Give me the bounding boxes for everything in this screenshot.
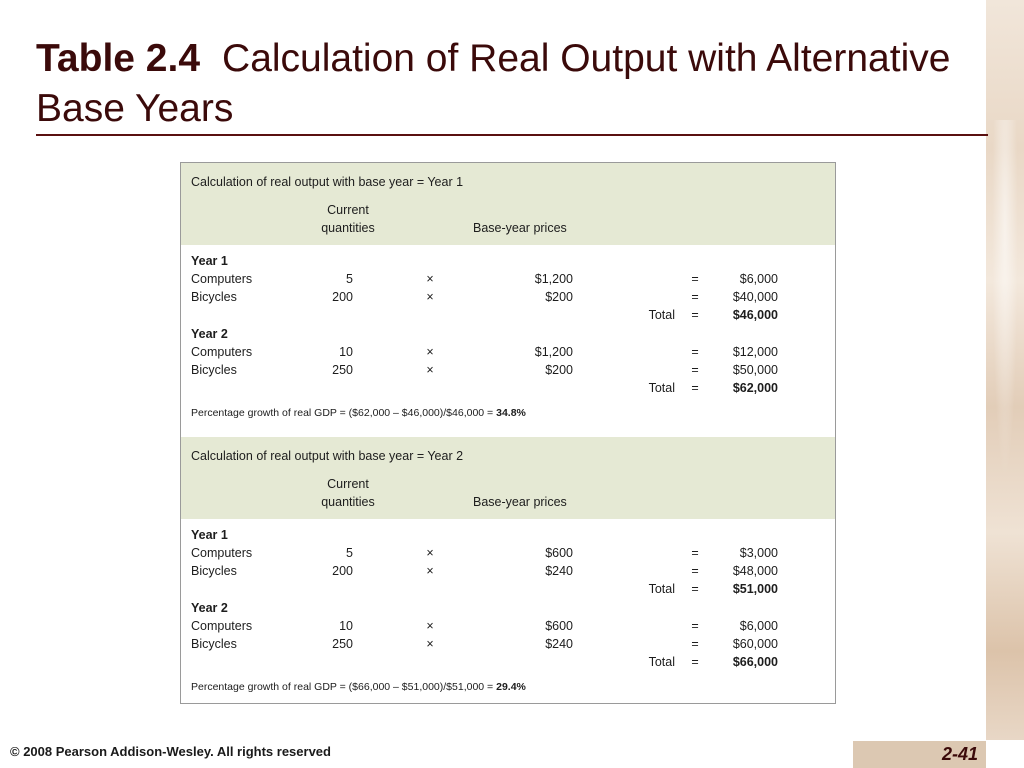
year-label: Year 1 [191, 528, 228, 542]
equals-sign: = [691, 564, 699, 578]
quantity-cell: 5 [346, 546, 353, 560]
price-cell: $240 [545, 564, 573, 578]
title-divider [36, 134, 988, 136]
growth-formula-text: Percentage growth of real GDP = ($66,000 – $51,000)/$51,000 = [191, 681, 497, 693]
price-cell: $600 [545, 546, 573, 560]
quantity-cell: 5 [346, 272, 353, 286]
equals-sign: = [691, 655, 699, 669]
equals-sign: = [691, 290, 699, 304]
value-cell: $60,000 [732, 637, 778, 651]
quantity-cell: 10 [339, 345, 353, 359]
equals-sign: = [691, 637, 699, 651]
price-cell: $600 [545, 619, 573, 633]
year-label: Year 2 [191, 601, 228, 615]
column-header-base-year-prices: Base-year prices [473, 495, 567, 509]
equals-sign: = [691, 546, 699, 560]
item-name: Bicycles [191, 564, 237, 578]
growth-formula-text: Percentage growth of real GDP = ($62,000 – $46,000)/$46,000 = [191, 407, 497, 419]
total-label: Total [648, 655, 675, 669]
times-sign: × [426, 619, 434, 633]
section-heading: Calculation of real output with base year = Year 1 [191, 175, 464, 189]
times-sign: × [426, 272, 434, 286]
price-cell: $200 [545, 290, 573, 304]
times-sign: × [426, 290, 434, 304]
equals-sign: = [691, 381, 699, 395]
growth-formula [191, 404, 526, 422]
section-heading: Calculation of real output with base year = Year 2 [191, 449, 464, 463]
item-name: Computers [191, 272, 253, 286]
total-label: Total [648, 308, 675, 322]
total-value: $51,000 [732, 582, 778, 596]
value-cell: $6,000 [739, 272, 778, 286]
equals-sign: = [691, 619, 699, 633]
year-label: Year 2 [191, 327, 228, 341]
growth-value: 34.8% [496, 407, 526, 419]
value-cell: $6,000 [739, 619, 778, 633]
times-sign: × [426, 363, 434, 377]
table-number: Table 2.4 [36, 37, 201, 80]
quantity-cell: 200 [332, 564, 353, 578]
growth-value: 29.4% [496, 681, 526, 693]
column-header-quantities: Current [327, 203, 369, 217]
value-cell: $3,000 [739, 546, 778, 560]
item-name: Bicycles [191, 363, 237, 377]
times-sign: × [426, 637, 434, 651]
table-title-text: Calculation of Real Output with Alternative Base Years [36, 37, 951, 130]
times-sign: × [426, 564, 434, 578]
item-name: Bicycles [191, 290, 237, 304]
item-name: Bicycles [191, 637, 237, 651]
slide-title [36, 34, 976, 134]
price-cell: $200 [545, 363, 573, 377]
total-value: $46,000 [732, 308, 778, 322]
value-cell: $12,000 [732, 345, 778, 359]
price-cell: $240 [545, 637, 573, 651]
times-sign: × [426, 345, 434, 359]
column-header-base-year-prices: Base-year prices [473, 221, 567, 235]
value-cell: $50,000 [732, 363, 778, 377]
column-header-quantities: quantities [321, 495, 375, 509]
quantity-cell: 200 [332, 290, 353, 304]
quantity-cell: 250 [332, 637, 353, 651]
equals-sign: = [691, 582, 699, 596]
total-label: Total [648, 381, 675, 395]
page-number-box [853, 741, 986, 768]
item-name: Computers [191, 546, 253, 560]
quantity-cell: 10 [339, 619, 353, 633]
price-cell: $1,200 [534, 272, 573, 286]
year-label: Year 1 [191, 254, 228, 268]
total-label: Total [648, 582, 675, 596]
column-header-quantities: Current [327, 477, 369, 491]
item-name: Computers [191, 619, 253, 633]
value-cell: $40,000 [732, 290, 778, 304]
equals-sign: = [691, 272, 699, 286]
item-name: Computers [191, 345, 253, 359]
column-header-quantities: quantities [321, 221, 375, 235]
decorative-side-strip [986, 0, 1024, 740]
copyright-footer: © 2008 Pearson Addison-Wesley. All rights reserved [10, 744, 331, 759]
value-cell: $48,000 [732, 564, 778, 578]
growth-formula [191, 678, 526, 696]
equals-sign: = [691, 308, 699, 322]
page-number: 2-41 [941, 744, 978, 764]
times-sign: × [426, 546, 434, 560]
price-cell: $1,200 [534, 345, 573, 359]
equals-sign: = [691, 363, 699, 377]
total-value: $66,000 [732, 655, 778, 669]
equals-sign: = [691, 345, 699, 359]
quantity-cell: 250 [332, 363, 353, 377]
total-value: $62,000 [732, 381, 778, 395]
real-output-table [180, 162, 836, 704]
